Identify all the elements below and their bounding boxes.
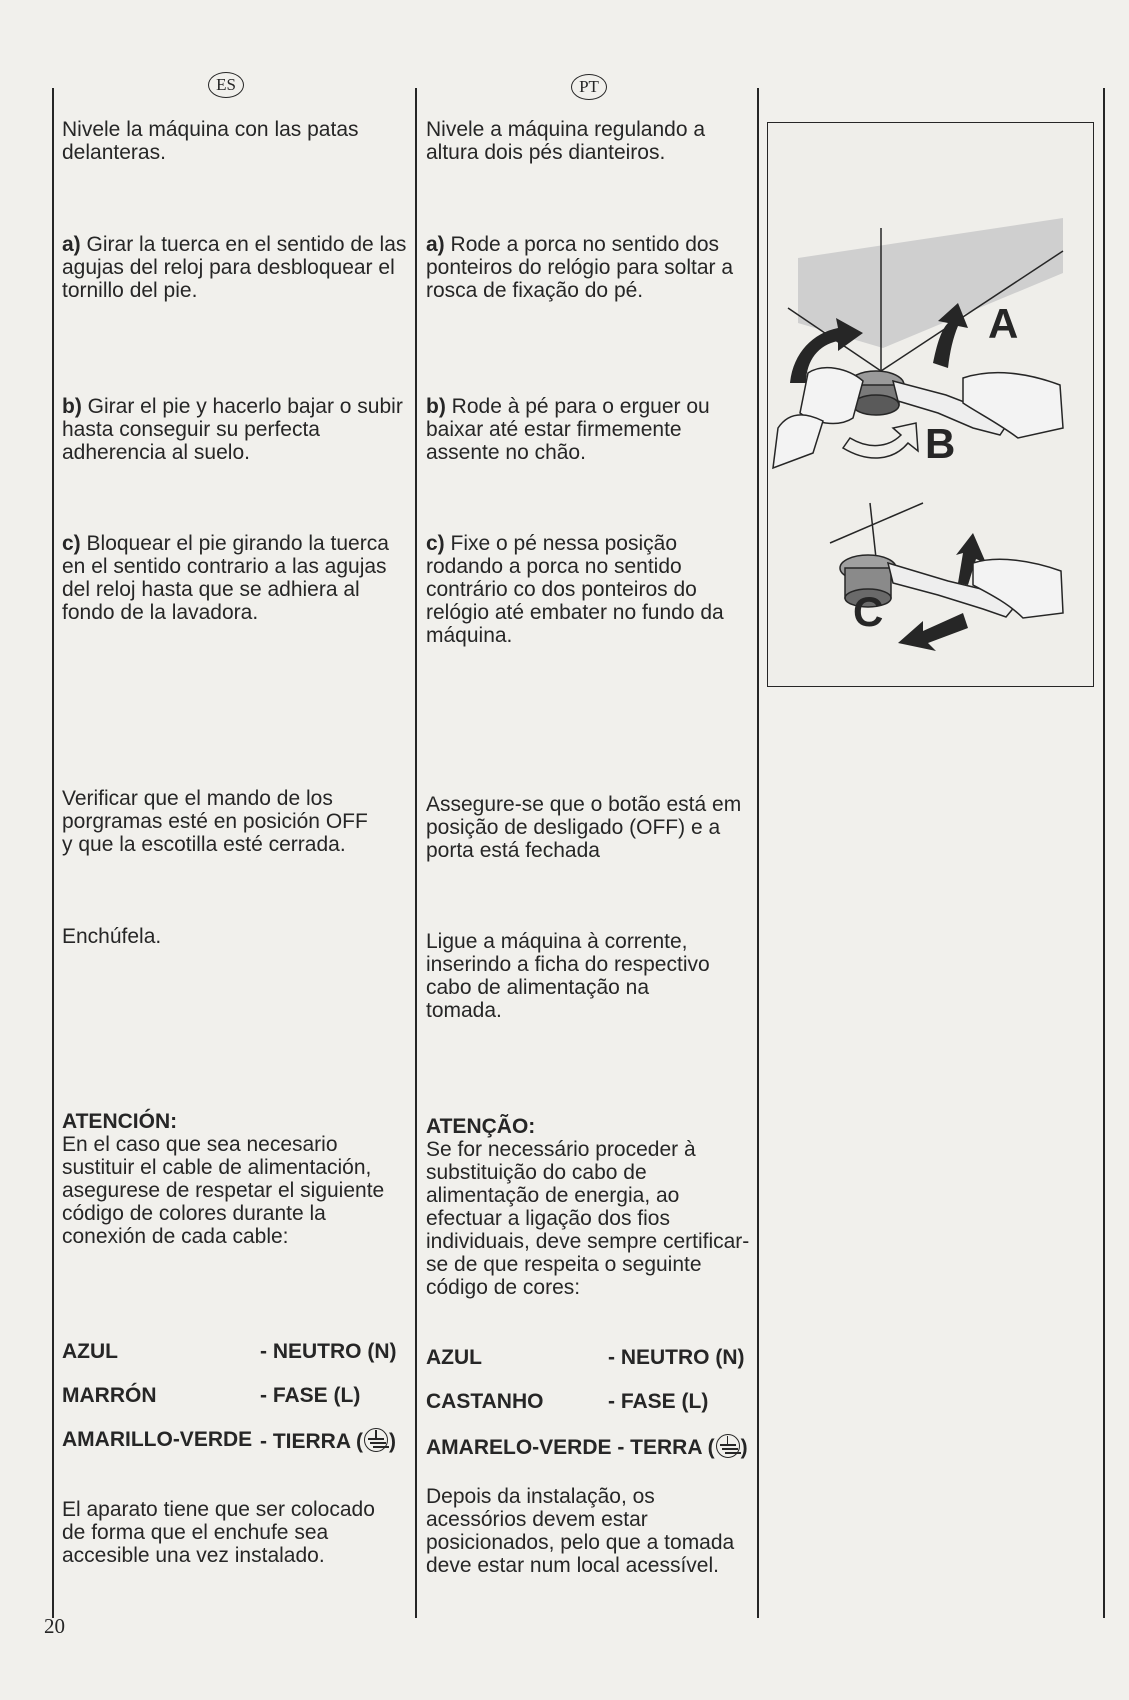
pt-step-c: c) Fixe o pé nessa posição rodando a porca no sentido contrário co dos ponteiros do relógio até embater no fundo da máquina. xyxy=(426,532,724,647)
es-code-row: AMARILLO-VERDE - TIERRA ( ) xyxy=(62,1428,397,1453)
rule-right-figure xyxy=(757,88,759,1618)
column-es xyxy=(62,0,407,1700)
figure-label-c: C xyxy=(853,588,884,635)
pt-warning-title: ATENÇÃO: xyxy=(426,1115,536,1138)
rule-left xyxy=(52,88,54,1618)
pt-intro: Nivele a máquina regulando a altura dois pés dianteiros. xyxy=(426,118,706,164)
language-badge-pt: PT xyxy=(571,74,607,100)
leveling-illustration xyxy=(767,122,1094,687)
es-warning-text: En el caso que sea necesario sustituir el cable de alimentación, asegurese de respetar el siguiente código de colores durante la conexión de cada cable: xyxy=(62,1133,385,1248)
pt-step-b: b) Rode à pé para o erguer ou baixar até estar firmemente assente no chão. xyxy=(426,395,710,464)
pt-step-a: a) Rode a porca no sentido dos ponteiros do relógio para soltar a rosca de fixação do pé. xyxy=(426,233,734,302)
es-check: Verificar que el mando de los porgramas esté en posición OFF y que la escotilla esté cerrada. xyxy=(62,787,368,856)
pt-plug: Ligue a máquina à corrente, inserindo a ficha do respectivo cabo de alimentação na tomada. xyxy=(426,930,710,1022)
pt-warning-text: Se for necessário proceder à substituição do cabo de alimentação de energia, ao efectuar a ligação dos fios individuais, deve sempre certificar-se de que respeita o seguinte código de cores: xyxy=(426,1138,750,1299)
es-footer: El aparato tiene que ser colocado de forma que el enchufe sea accesible una vez instalado. xyxy=(62,1498,375,1567)
pt-code-row: AMARELO-VERDE - TERRA ( ) xyxy=(426,1436,748,1459)
earth-ground-icon xyxy=(364,1428,388,1452)
es-intro: Nivele la máquina con las patas delanteras. xyxy=(62,118,359,164)
es-step-b: b) Girar el pie y hacerlo bajar o subir hasta conseguir su perfecta adherencia al suelo. xyxy=(62,395,403,464)
pt-footer: Depois da instalação, os acessórios devem estar posicionados, pelo que a tomada deve estar num local acessível. xyxy=(426,1485,735,1577)
figure-label-a: A xyxy=(988,300,1019,347)
rule-far-right xyxy=(1103,88,1105,1618)
es-plug: Enchúfela. xyxy=(62,925,162,948)
earth-ground-icon xyxy=(716,1434,740,1458)
es-warning-title: ATENCIÓN: xyxy=(62,1110,178,1133)
pt-code-row: AZUL - NEUTRO (N) xyxy=(426,1346,745,1369)
es-code-row: MARRÓN - FASE (L) xyxy=(62,1384,361,1407)
column-pt xyxy=(426,0,751,1700)
figure-label-b: B xyxy=(925,420,956,467)
pt-check: Assegure-se que o botão está em posição de desligado (OFF) e a porta está fechada xyxy=(426,793,742,862)
es-step-a: a) Girar la tuerca en el sentido de las agujas del reloj para desbloquear el tornillo del pie. xyxy=(62,233,407,302)
es-code-row: AZUL - NEUTRO (N) xyxy=(62,1340,397,1363)
page-number: 20 xyxy=(44,1614,65,1638)
leveling-diagram xyxy=(768,123,1093,686)
es-step-c: c) Bloquear el pie girando la tuerca en el sentido contrario a las agujas del reloj hasta que se adhiera al fondo de la lavadora. xyxy=(62,532,389,624)
language-badge-es: ES xyxy=(208,72,244,98)
rule-middle xyxy=(415,88,417,1618)
pt-code-row: CASTANHO - FASE (L) xyxy=(426,1390,709,1413)
hand-icon xyxy=(773,368,1063,468)
